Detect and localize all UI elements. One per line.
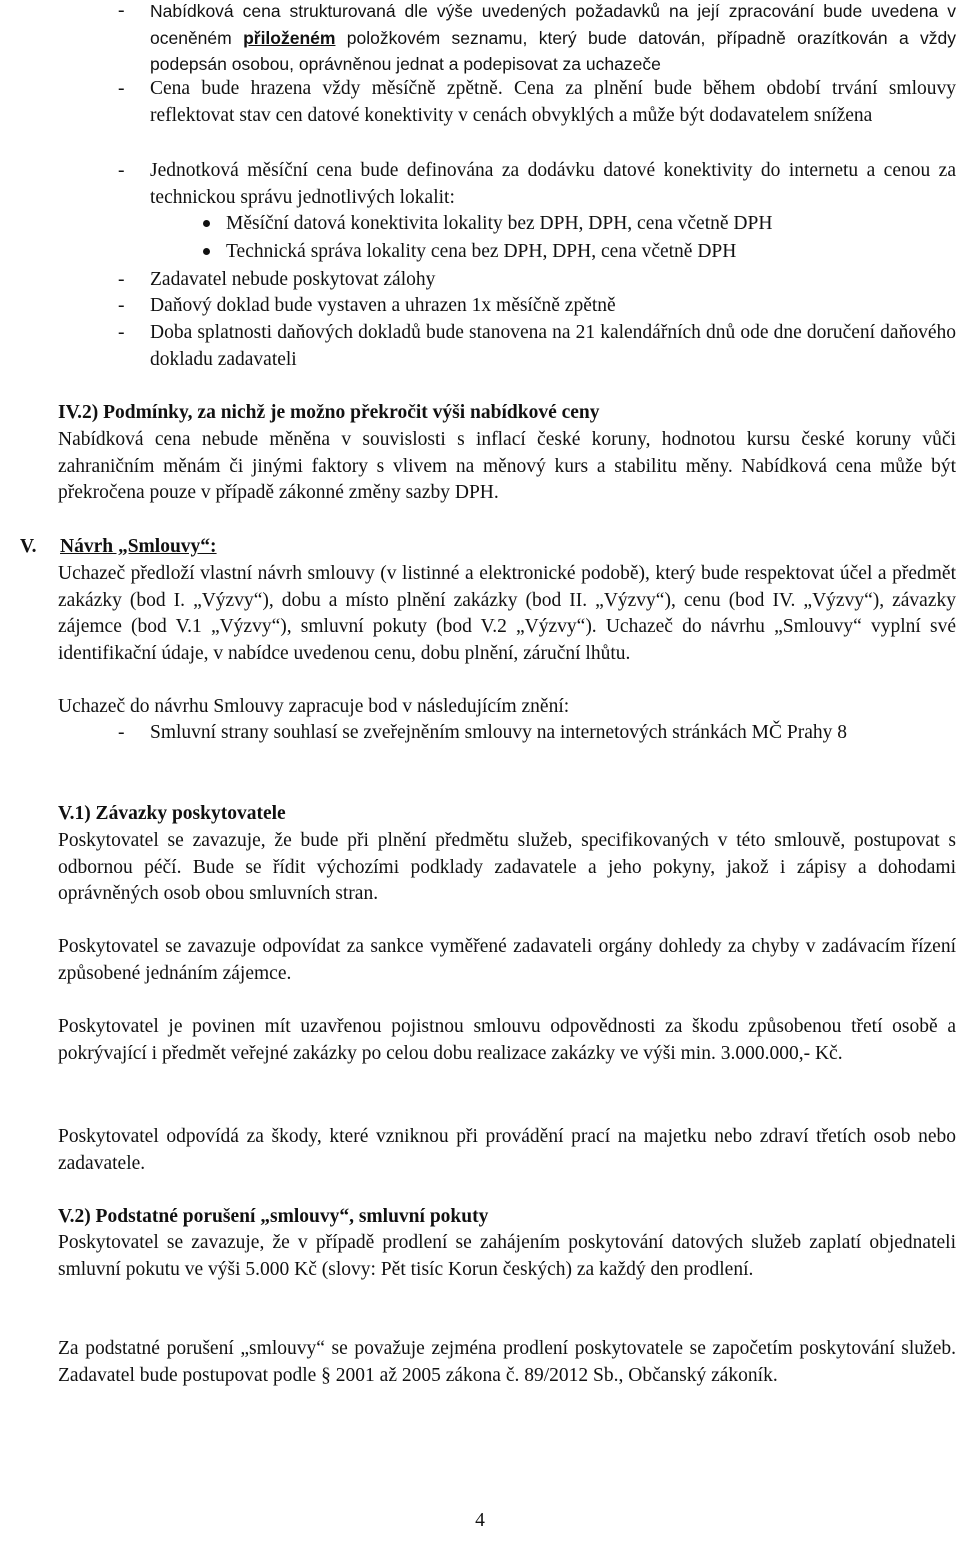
section-v2-paragraph-1: Poskytovatel se zavazuje, že v případě prodlení se zahájením poskytování datových služeb zaplatí objednateli smluvní pokutu ve výši 5.000 Kč (slovy: Pět tisíc Korun českých) za každý den prodlení. bbox=[58, 1232, 956, 1280]
list-item-2: Cena bude hrazena vždy měsíčně zpětně. Cena za plnění bude během období trvání smlouvy reflektovat stav cen datové konektivity v cenách obvyklých a může být dodavatelem snížena bbox=[150, 78, 956, 126]
list-dash: - bbox=[118, 322, 125, 343]
list-item-1: Nabídková cena strukturovaná dle výše uvedených požadavků na její zpracování bude uvedena v oceněném přiloženém položkovém seznamu, který bude datován, případně orazítkován a vždy podepsán osobou, oprávněnou jednat a podepisovat za uchazeče bbox=[150, 1, 956, 74]
section-v-paragraph-2: Uchazeč do návrhu Smlouvy zapracuje bod v následujícím znění: bbox=[58, 696, 570, 717]
section-v1-paragraph-4: Poskytovatel odpovídá za škody, které vzniknou při provádění prací na majetku nebo zdraví třetích osob nebo zadavatele. bbox=[58, 1126, 956, 1174]
list-item-6: Doba splatnosti daňových dokladů bude stanovena na 21 kalendářních dnů ode dne doručení daňového dokladu zadavateli bbox=[150, 322, 956, 370]
section-v-list-item: Smluvní strany souhlasí se zveřejněním smlouvy na internetových stránkách MČ Prahy 8 bbox=[150, 722, 848, 743]
list-dash: - bbox=[118, 160, 125, 181]
section-v1-paragraph-1: Poskytovatel se zavazuje, že bude při plnění předmětu služeb, specifikovaných v této smlouvě, postupovat s odbornou péčí. Bude se řídit výchozími podklady zadavatele a jeho pokyny, jakož i zápisy a dohodami oprávněných osob obou smluvních stran. bbox=[58, 830, 956, 904]
list-item-4: Zadavatel nebude poskytovat zálohy bbox=[150, 269, 436, 290]
list-dash: - bbox=[118, 78, 125, 99]
bullet-dot bbox=[203, 220, 210, 227]
list-dash: - bbox=[118, 295, 125, 316]
section-v1-heading: V.1) Závazky poskytovatele bbox=[58, 803, 286, 824]
list-item-5: Daňový doklad bude vystaven a uhrazen 1x měsíčně zpětně bbox=[150, 295, 616, 316]
section-v-number: V. bbox=[20, 536, 37, 557]
section-v-paragraph-1: Uchazeč předloží vlastní návrh smlouvy (v listinné a elektronické podobě), který bude respektovat účel a předmět zakázky (bod I. „Výzvy“), dobu a místo plnění zakázky (bod II. „Výzvy“), cenu (bod IV. „Výzvy“), závazky zájemce (bod V.1 „Výzvy“), smluvní pokuty (bod V.2 „Výzvy“). Uchazeč do návrhu „Smlouvy“ vyplní své identifikační údaje, v nabídce uvedenou cenu, dobu plnění, záruční lhůtu. bbox=[58, 563, 956, 664]
list-item-3: Jednotková měsíční cena bude definována za dodávku datové konektivity do internetu a cenou za technickou správu jednotlivých lokalit: bbox=[150, 160, 956, 208]
page-number: 4 bbox=[475, 1510, 485, 1531]
list-dash: - bbox=[118, 269, 125, 290]
bullet-dot bbox=[203, 248, 210, 255]
section-iv2-paragraph: Nabídková cena nebude měněna v souvislosti s inflací české koruny, hodnotou kursu české koruny vůči zahraničním měnám či jinými faktory s vlivem na měnový kurs a stabilitu měny. Nabídková cena může být překročena pouze v případě zákonné změny sazby DPH. bbox=[58, 429, 956, 503]
sub-bullet-1: Měsíční datová konektivita lokality bez DPH, DPH, cena včetně DPH bbox=[226, 213, 773, 234]
section-iv2-heading: IV.2) Podmínky, za nichž je možno překročit výši nabídkové ceny bbox=[58, 402, 600, 423]
list-dash: - bbox=[118, 0, 125, 21]
attached-emphasis: přiloženém bbox=[243, 27, 336, 48]
section-v1-paragraph-3: Poskytovatel je povinen mít uzavřenou pojistnou smlouvu odpovědnosti za škodu způsobenou třetí osobě a pokrývající i předmět veřejné zakázky po celou dobu realizace zakázky ve výši min. 3.000.000,- Kč. bbox=[58, 1016, 956, 1064]
sub-bullet-2: Technická správa lokality cena bez DPH, DPH, cena včetně DPH bbox=[226, 241, 737, 262]
section-v-heading: Návrh „Smlouvy“: bbox=[60, 536, 217, 557]
list-dash: - bbox=[118, 722, 125, 743]
section-v1-paragraph-2: Poskytovatel se zavazuje odpovídat za sankce vyměřené zadavateli orgány dohledy za chyby v zadávacím řízení způsobené jednáním zájemce. bbox=[58, 936, 956, 984]
section-v2-paragraph-2: Za podstatné porušení „smlouvy“ se považuje zejména prodlení poskytovatele se započetím poskytování služeb. Zadavatel bude postupovat podle § 2001 až 2005 zákona č. 89/2012 Sb., Občanský zákoník. bbox=[58, 1338, 956, 1386]
section-v2-heading: V.2) Podstatné porušení „smlouvy“, smluvní pokuty bbox=[58, 1206, 489, 1227]
